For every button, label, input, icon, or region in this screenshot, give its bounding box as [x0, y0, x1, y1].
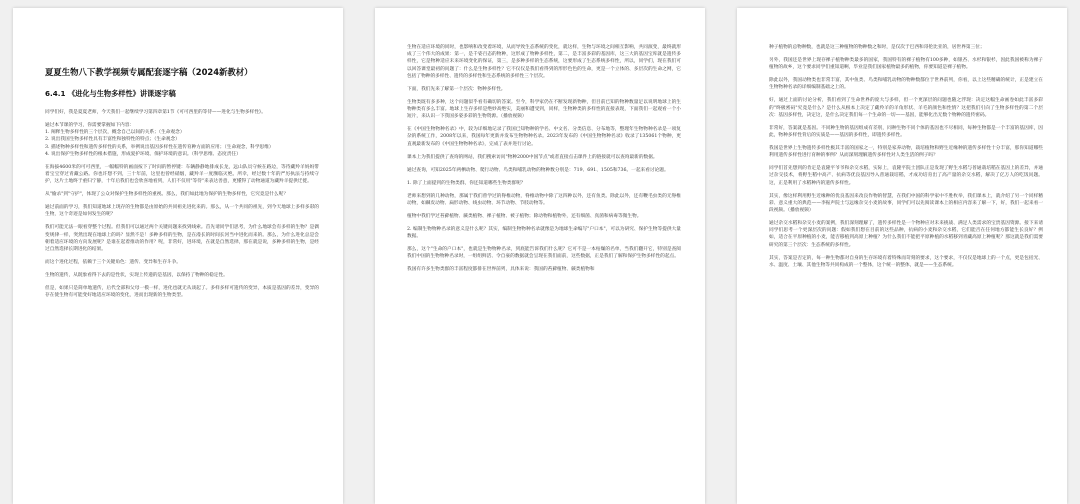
paragraph: 通过查询，可知2025年两栖动物、爬行动物、鸟类和哺乳动物的物种数分别是：719、691、1505和736。一起来看讨论题。: [407, 167, 669, 173]
paragraph: 通过杂交水稻和杂交小麦的案例，我们深刻理解了，遗传多样性是一个物种应对未来挑战、满足人类需求的宝贵基因资源。接下来请同学们思考一个更深层次的问题：假如我们想在目前的这些品种，抗病的小麦和杂交水稻，它们能否在任何地方都能生长良好？例如，适合在平原种植的小麦，能否移植到高原上种植？为什么我们不能把平原种植的水稻移到青藏高原上种植呢？那这就是我们需要研究的第三个层次：生态系统的多样性。: [769, 221, 1043, 248]
paragraph: 其实，答案是否定的，每一种生物都对自身的生存环境有着特殊而苛刻的要求，这个要求，不仅仅是地球上的一个点，更是包括光、水、温度、土壤、其他生物等共同构成的一个整体，这个统一的整体，就是——生态系统。: [769, 255, 1043, 268]
paragraph: 生物的遗传，从既象看得下去的是性状，实现上传递的是基因，以保持了物种的稳定性。: [45, 273, 228, 279]
page-content: [13, 8, 343, 299]
paragraph: 生物在适应环境的同时，也影响和改变着环境，从而导致生态系统的变化，就这样，生物与环境之间相互影响，共同演变，最终就形成了三个伟大的成果：第一，是千姿百态的物种，这形成了物种多样性，第二，是丰富多彩的基因库，这三大的基因宝库就是遗传多样性，它是物种适应未来环境变化的保证，第三，是多种多样的生态系统，这要形成了生态系统多样性，所以，同学们，现在我们可以回答课堂最初的问题了：什么是生物多样性？它不仅仅是我们看得到的形形色色的生命，更是一个立体的、多层次的生命之网，它包括了物种的多样性、遗传的多样性和生态系统的多样性三个层次。: [407, 45, 681, 79]
paragraph: 同学们好，我是夏夏老师，今天我们一起继续学习第四章第1节《可可西里的等待——进化与生物多样性》。: [45, 110, 266, 115]
list-item: 4. 说出保护生物多样性的根本措施，形成爱护环境、保护环境的意识。（科学思维、态度责任）: [45, 151, 241, 157]
paragraph: 另外，我国还是世界上现存裸子植物种类最多的国家，我国特有的裸子植物有100多种，如银杏、水杉和银杉，因此我国被称为裸子植物的故乡，这个要求同学们重知道啊，毕业是我们国家植物最多的植物，你要知道是裸子植物。: [769, 58, 1043, 71]
paragraph: 而这个进化过程，依赖于三个关键角色：遗传、变异和生存斗争。: [45, 260, 181, 266]
paragraph: 但是，如果只是简单地遗传，后代全部和父母一模一样，进化也就无从谈起了。多样多样可遗传的变异，本质是基因的差异，变异的存在使生物有可能变好地适应环境的变化，进而出现新的生物类型。: [45, 286, 319, 299]
paragraph: 我国有许多生物类群的丰富程度都排在世界前列，具体来说：我国的苔藓植物、蕨类植物和: [407, 267, 595, 273]
paragraph: 在《中国生物物种名录》中，较为详细地记录了我国已知物种的学名、中文名、分类信息、分布地等，整理年生物物种名录是一项复杂的系统工作，2008年以来，我国每年更新并发布生物物种名录。2023年发布的《中国生物物种名录》收录了135061个物种，更直观最新发布的《中国生物物种名录》，完成了表并进行讨论。: [407, 127, 681, 147]
paragraph: 植物中我们学过苔藓植物、蕨类植物、裸子植物、被子植物；除动物和植物外，还有细菌、真菌和病毒等微生物。: [407, 213, 642, 219]
paragraph: 种子植物的总物种数，也就是这三种植物的物种数之和时，是仅次于巴西和哥伦比亚的，居世界第三位；: [769, 45, 985, 50]
paragraph: 老师来想到的几种动物，那属于我们曾学过的脊椎动物，脊椎动物中除了这四种以外，还有鱼类。除此以外，还有鞭毛虫类的无脊椎动物，如棘皮动物、扁形动物、线虫动物、环节动物、节肢动物等。: [407, 193, 681, 206]
document-page-1: [13, 8, 343, 504]
document-title: 夏夏生物八下教学视频专属配套逐字稿（2024新教材）: [45, 67, 253, 77]
question: 2. 编制生物物种名录的意义是什么呢？其实，编制生物物种名录就像是为地球生命编写"户口本"，可以为研究、保护生物等提供大量数据。: [407, 226, 681, 240]
paragraph: 除此以外，我国动物类也非常丰富，其中鱼类、鸟类和哺乳动物的物种数都位于世界前列，你看，以上这些精确的统计，正是建立在生物物种名录的详细编制基础之上的。: [769, 78, 1043, 91]
page-content: [737, 8, 1067, 269]
paragraph: 好，通过上面的讨论分析，我们看到了生命世界的庞大与多样，但一个更深层的问题也随之浮现：决定这幅生命画卷如此丰富多彩的"终极密码"究竟是什么？是什么从根本上决定了藏羚羊的羊角形状、羊毛的颜色和性情？这把我们引向了生物多样性的第二个层次：基因多样性，决定这，是什么决定我们每一个生命的一切——基因，能够化出无数个物种的遗传密码。: [769, 98, 1043, 118]
paragraph: 生物类既有多多种，这个问题似乎看有确切的答案。至今，科学家仍在不断发现新物种，但目前已知的物种数量足以说明地球上的生物种类有多么丰富。地球上生存多样是绝妙高绝实，美丽和遭受到，同样，生物种类的多样性的直接表现，下面我们一起观看一个小短片，来认识一下我国多姿多彩的生物资源。（播放视频）: [407, 99, 681, 120]
page-content: [375, 8, 705, 273]
list-item: 3. 描述物种多样性和遗传多样性的关系，举例说出基因多样性在遗传育种方面的应用；（生命观念，科学思维）: [45, 144, 274, 150]
paragraph: 那么，这个"生命的户口本"，也就是生物物种名录，到底能告诉我们什么呢？它可不是一本枯燥的名单，当我们翻开它，特别是查阅我们中国的生物物种名录时，一组组鲜活、令自豪的数据就会呈现在我们面前，这些数据，正是我们了解和保护生物多样性的起点。: [407, 247, 681, 260]
paragraph: 下面，我们先来了解第一个层次：物种多样性。: [407, 86, 506, 92]
paragraph: 通过前面的学习，我们知道地球上现存的生物都是由原始的共同祖先进化来的。那么，从一个共同的祖先，到今天地球上多样多彩的生物，这个奇迹是如何发生的呢？: [45, 205, 319, 218]
learning-goals-list: [45, 122, 319, 158]
paragraph: 在海拔4600米的可可西里，一幅幅特的画面按下了时间的暂停键：车辆静静地排成长龙，远山队员守候在路边，等待藏羚羊妈妈带着宝宝穿过青藏公路。你也许想不到，三十年前，这里也曾经硝烟，藏羚羊一度濒临灭绝。所幸，经过数十年的严厉执法与持续守护，这片土地终于重归宁静，十年后我们也会欣喜地看到，人们不仅用"等待"来表达善意，更懂得了动物通道为藏羚羊提供迁徙。: [45, 164, 319, 185]
paragraph: 其实，像这样利用野生近缘种的优良基因来改良作物的智慧，在我们中国的科学家中不胜枚举，我们课本上，就介绍了另一个同样精彩、意义重大的典范——李振声院士与远缘杂交小麦的故事，同学们可以先阅读课本上的相应内容来了解一下，好，我们一起来看一段视频。（播放视频）: [769, 193, 1043, 214]
document-page-2: [375, 8, 705, 504]
paragraph: 我国是世界上生物遗传多样性极其丰富的国家之一，特别是家养动物，栽培植物和野生近缘种的遗传多样性十分丰富，那你知道哪些利用遗传多样性进行育种的事例？从而深刻理解遗传多样性对人类生活的例子吗？: [769, 146, 1043, 159]
paragraph: 我们可能无法一眼看穿整个过程。但我们可以通过两个关键问题来找到线索。首先请同学们思考，为什么地球会有多样的生物？是偶变规律一样，突然出现在地球上的吗？显然不是！多种多样的生物，是在漫长的时间长河当中进化而来的。那么，为什么进化总是会朝着适应环境的方向发展呢？是谁在起着推动的作用？呢，非常好，进环境，在就是自然选择，那在就是说，多种多样的生物，是经过自然选择长期进化的结果。: [45, 225, 319, 253]
question: 1. 除了上面提到的生物类群，你还知道哪些生物类群呢？: [407, 180, 526, 186]
paragraph: 课本上为我们提供了查询的网站，我们搜索访问"物种2000中国节点"或者直接点击课件上的链接就可以查询最新的数据。: [407, 154, 658, 160]
list-item: 2. 说出我国生物多样性具有丰富性和独特性的特点；（生命观念）: [45, 137, 180, 143]
paragraph: 从"偷杀"到"守护"，体现了公众对保护生物多样性的重视。那么，我们如此地为保护的生物多样性，它究竟是什么呢？: [45, 192, 289, 198]
paragraph: 非常好，答案就是基因。不同种生物的基因组成有差别，同种生物不同个体的基因也不尽相同，每种生物都是一个丰富的基因库，因此，物种多样性背后的实质是——基因的多样性，即遗传多样性。: [769, 125, 1043, 139]
paragraph: 通过本节课的学习，你需要掌握如下内容：: [45, 123, 135, 128]
paragraph: 同学们首先想到的肯定是袁隆平爷爷和杂交水稻，实际上，袁隆平院士团队正是发现了野生水稻与普通栽培稻在基因上的差异，并通过杂交技术，将野生稻中高产、抗病等优良基因导入普通栽培稻，才成功培育出了高产量的杂交水稻，解决了亿万人的吃饭问题。这，正是利用了水稻种内的遗传多样性。: [769, 166, 1043, 186]
section-title: 6.4.1 《进化与生物多样性》讲课逐字稿: [45, 89, 176, 98]
document-page-3: [737, 8, 1067, 504]
list-item: 1. 阐释生物多样性的三个层次，概念自己以间的关系；（生命观念）: [45, 130, 185, 136]
